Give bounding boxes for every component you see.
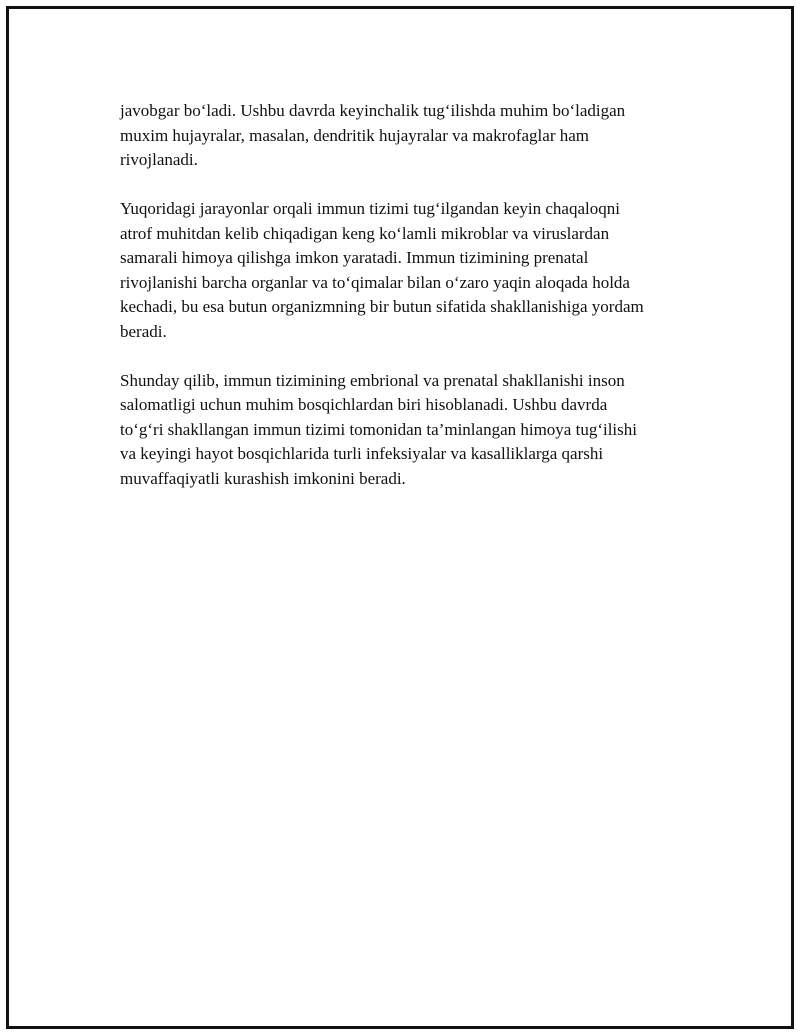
paragraph-2 bbox=[120, 197, 700, 344]
text-line: samarali himoya qilishga imkon yaratadi. Immun tizimining prenatal bbox=[120, 248, 589, 267]
text-line: muvaffaqiyatli kurashish imkonini beradi. bbox=[120, 468, 406, 488]
text-line: muxim hujayralar, masalan, dendritik hujayralar va makrofaglar ham bbox=[120, 125, 590, 145]
text-line: rivojlanishi barcha organlar va to‘qimalar bilan o‘zaro yaqin aloqada holda bbox=[120, 272, 630, 292]
document-body bbox=[120, 99, 700, 516]
text-line: salomatligi uchun muhim bosqichlardan biri hisoblanadi. Ushbu davrda bbox=[120, 395, 608, 414]
paragraph-1 bbox=[120, 99, 700, 173]
text-line: Yuqoridagi jarayonlar orqali immun tizimi tug‘ilgandan keyin chaqaloqni bbox=[120, 199, 620, 218]
paragraph-3 bbox=[120, 369, 700, 492]
text-line: va keyingi hayot bosqichlarida turli infeksiyalar va kasalliklarga qarshi bbox=[120, 444, 604, 463]
text-line: kechadi, bu esa butun organizmning bir butun sifatida shakllanishiga yordam bbox=[120, 297, 644, 316]
text-line: javobgar bo‘ladi. Ushbu davrda keyinchalik tug‘ilishda muhim bo‘ladigan bbox=[120, 101, 626, 120]
text-line: beradi. bbox=[120, 321, 167, 341]
text-line: atrof muhitdan kelib chiqadigan keng ko‘lamli mikroblar va viruslardan bbox=[120, 223, 610, 243]
document-page bbox=[6, 6, 794, 1029]
text-line: rivojlanadi. bbox=[120, 150, 198, 169]
text-line: to‘g‘ri shakllangan immun tizimi tomonidan ta’minlangan himoya tug‘ilishi bbox=[120, 419, 637, 439]
text-line: Shunday qilib, immun tizimining embrional va prenatal shakllanishi inson bbox=[120, 370, 625, 390]
